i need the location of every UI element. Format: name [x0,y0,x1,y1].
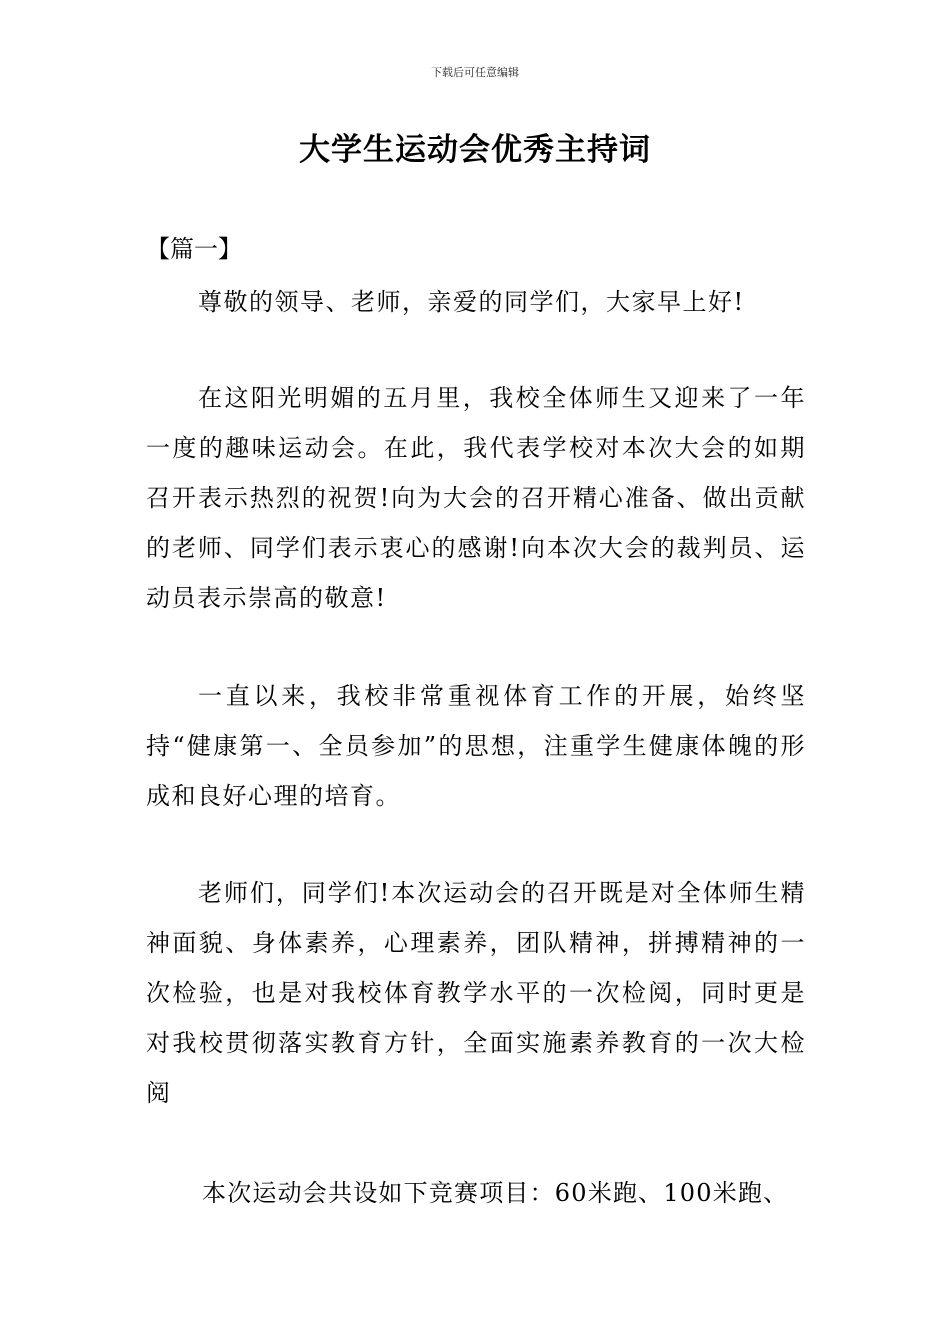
paragraph-events: 本次运动会共设如下竞赛项目：60米跑、100米跑、 [202,1179,789,1207]
document-title: 大学生运动会优秀主持词 [299,132,651,168]
paragraph-significance: 老师们，同学们!本次运动会的召开既是对全体师生精神面貌、身体素养，心理素养，团队精神，拼搏精神的一次检验，也是对我校体育教学水平的一次检阅，同时更是对我校贯彻落实教育方针，全面实施素养教育的一次大检阅 [146,879,806,1107]
paragraph-greeting: 尊敬的领导、老师，亲爱的同学们，大家早上好! [198,288,745,316]
paragraph-sports-emphasis: 一直以来，我校非常重视体育工作的开展，始终坚持“健康第一、全员参加”的思想，注重学生健康体魄的形成和良好心理的培育。 [146,682,806,810]
header-note: 下载后可任意编辑 [431,66,519,79]
paragraph-opening: 在这阳光明媚的五月里，我校全体师生又迎来了一年一度的趣味运动会。在此，我代表学校对本次大会的如期召开表示热烈的祝贺!向为大会的召开精心准备、做出贡献的老师、同学们表示衷心的感谢!向本次大会的裁判员、运动员表示崇高的敬意! [146,384,806,612]
section-label: 【篇一】 [146,235,242,263]
